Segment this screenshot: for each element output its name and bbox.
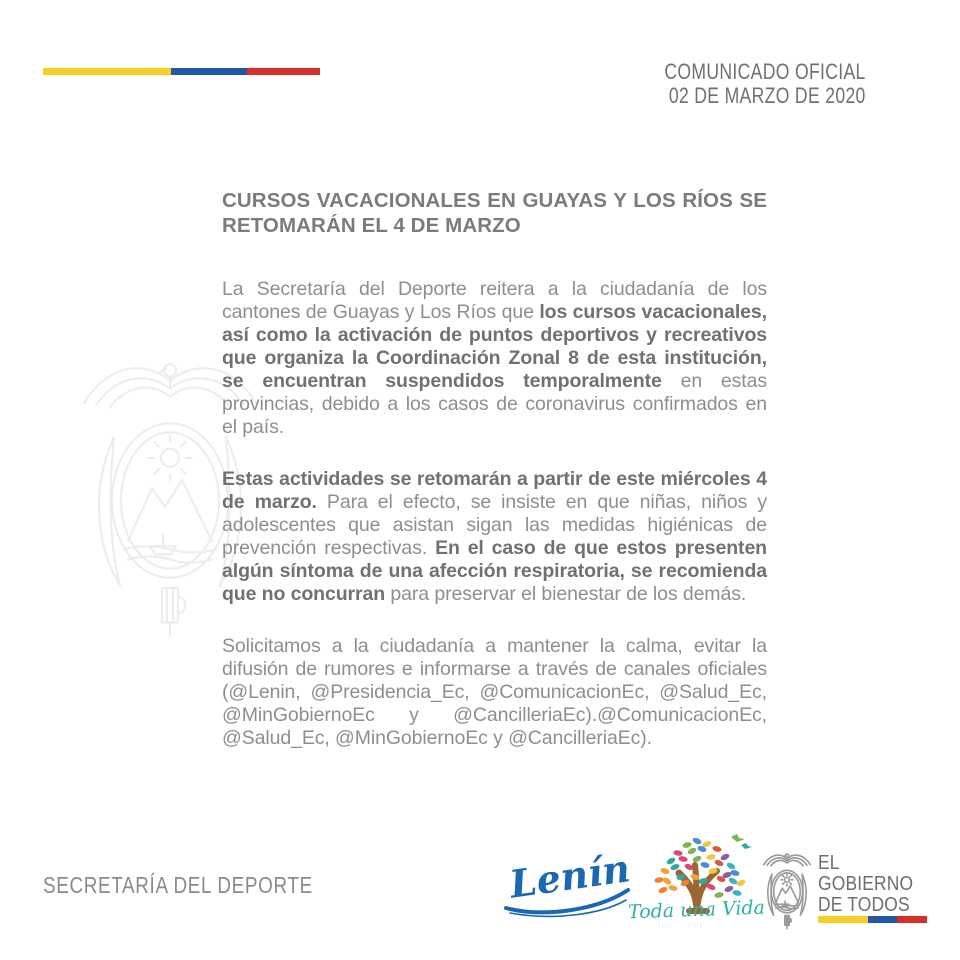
article-title: CURSOS VACACIONALES EN GUAYAS Y LOS RÍOS SE RETOMARÁN EL 4 DE MARZO [222,189,767,237]
gobierno-coat-of-arms-icon [760,849,814,933]
leaf-shape [736,879,746,887]
body-paragraph [222,278,767,439]
leaf-shape [726,861,737,870]
leaf-shape [700,861,710,869]
leaf-shape [712,845,722,853]
flag-stripe [43,68,320,75]
lenin-signature-logo [500,846,632,918]
leaf-shape [662,876,673,886]
comunicado-label: COMUNICADO OFICIAL [664,59,866,84]
bold-run: los cursos vacacionales, así como la activación de puntos deportivos y recreativos que organiza la Coordinación Zonal 8 de esta institución, se encuentran suspendidos temporalmente [222,301,767,392]
text-run: en estas provincias, debido a los casos de coronavirus confirmados en el país. [222,370,768,438]
gobierno-line-3: DE TODOS [818,893,910,916]
text-run: Solicitamos a la ciudadanía a mantener la calma, evitar la difusión de rumores e informarse a través de canales oficiales (@Lenin, @Presidencia_Ec, @ComunicacionEc, @Salud_Ec, @MinGobiernoEc y @CancilleriaEc).@ComunicacionEc, @Salud_Ec, @MinGobiernoEc y @CancilleriaEc). [222,635,767,749]
leaf-shape [668,884,678,891]
bird-icon [731,834,745,842]
gobierno-flag-bar [818,916,927,923]
flag-stripe-yellow [43,68,171,75]
bird-icon [741,843,752,849]
body-paragraph [222,635,767,750]
leaf-shape [660,867,670,875]
body-paragraphs [222,278,767,750]
lenin-signature-text: Lenín [506,845,633,907]
text-run: La Secretaría del Deporte reitera a la ciudadanía de los cantones de Guayas y Los Ríos que [222,278,767,323]
leaf-shape [687,846,698,855]
gobierno-line-1: EL [818,851,840,874]
bold-run: En el caso de que estos presenten algún síntoma de una afección respiratoria, se recomienda que no concurran [222,537,767,605]
leaf-shape [706,853,716,860]
comunicado-header [665,60,866,107]
leaf-shape [682,841,692,849]
flag-stripe-blue [171,68,247,75]
bold-run: Estas actividades se retomarán a partir de este miércoles 4 de marzo. [222,468,767,513]
leaf-shape [666,856,677,865]
gobierno-bar-blue [868,916,897,923]
leaf-shape [692,855,703,864]
gobierno-bar-red [897,916,927,923]
gobierno-wordmark [818,852,913,915]
text-run: Para el efecto, se insiste en que niñas, niños y adolescentes que asistan sigan las medidas higiénicas de prevención respectivas. [222,491,767,559]
leaf-shape [720,853,731,862]
leaf-shape [730,869,740,877]
text-run: para preservar el bienestar de los demás. [385,583,747,605]
gobierno-line-2: GOBIERNO [818,872,914,895]
leaf-shape [678,855,688,862]
article [222,188,767,779]
body-paragraph [222,468,767,606]
comunicado-date: 02 DE MARZO DE 2020 [669,82,866,108]
leaf-shape [673,850,683,857]
gobierno-bar-yellow [818,916,868,923]
toda-una-vida-label: Toda una Vida [627,896,766,924]
leaf-shape [732,889,742,896]
flag-stripe-red [247,68,320,75]
leaf-shape [692,837,703,846]
leaf-shape [654,877,664,884]
leaf-shape [658,886,669,894]
secretaria-del-deporte-wordmark: SECRETARÍA DEL DEPORTE [43,872,313,898]
